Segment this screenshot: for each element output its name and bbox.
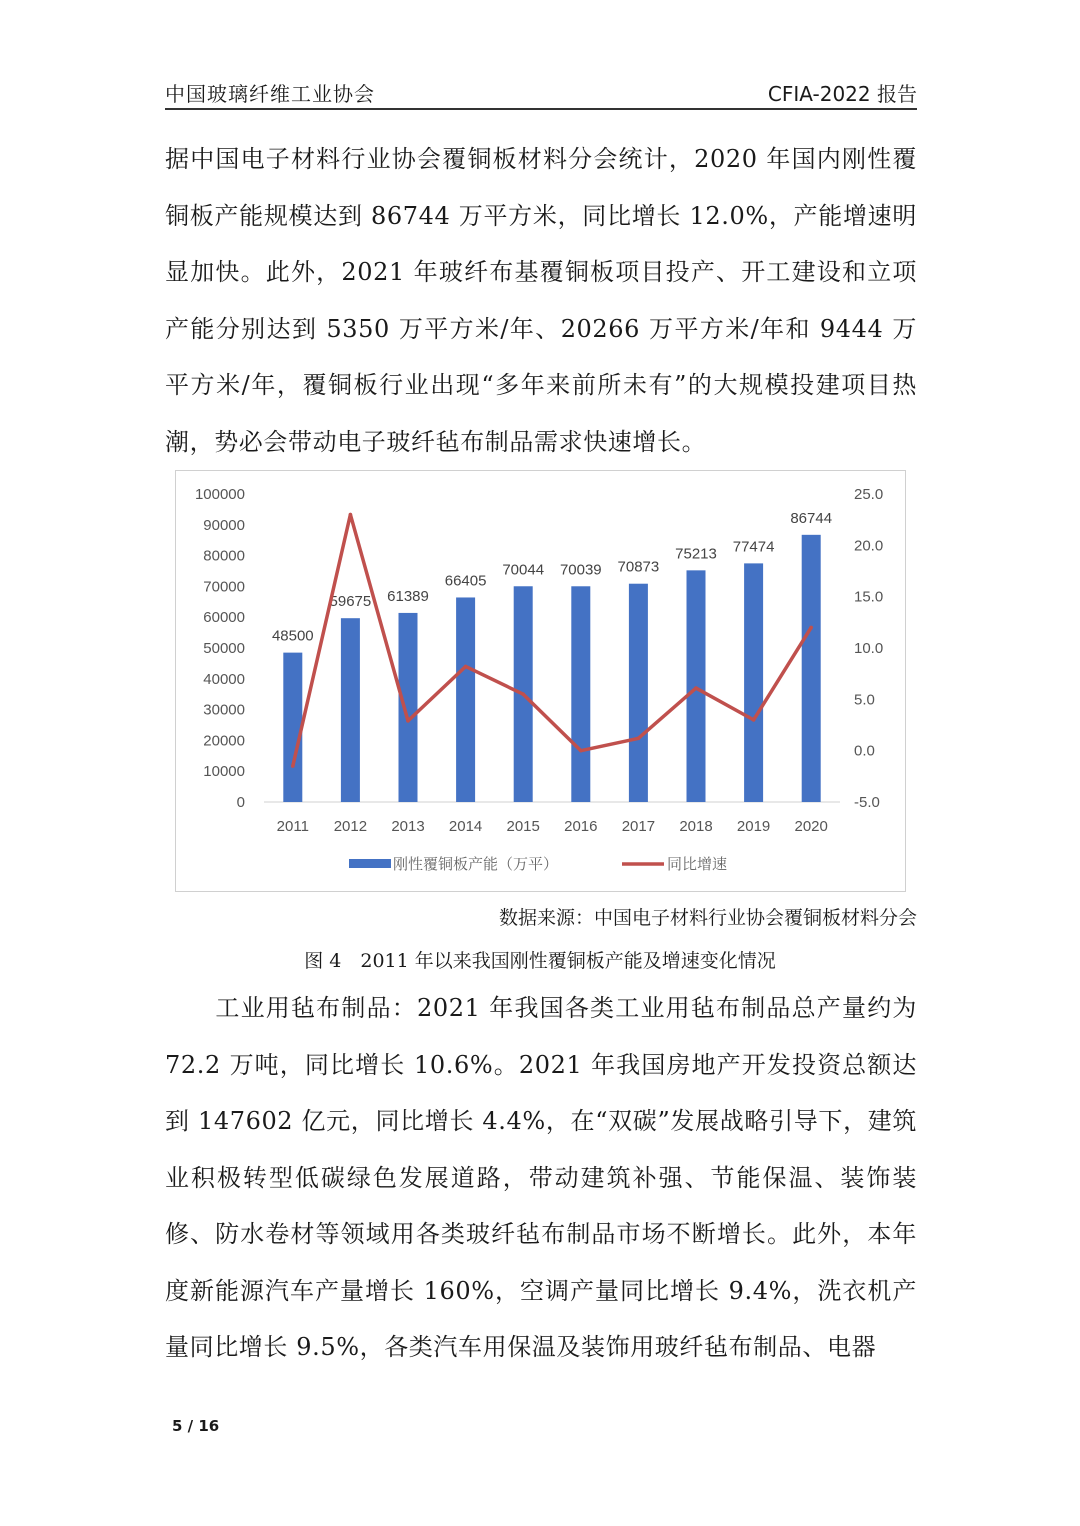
bar xyxy=(687,570,706,802)
growth-rate-point xyxy=(349,513,353,517)
y-left-tick-label: 60000 xyxy=(203,609,245,627)
chart xyxy=(175,470,906,892)
growth-rate-point xyxy=(291,764,295,768)
page-number: 5 / 16 xyxy=(172,1417,220,1435)
header-report: CFIA-2022 报告 xyxy=(767,82,917,106)
legend-label-line: 同比增速 xyxy=(667,855,728,873)
x-tick-label: 2020 xyxy=(794,818,828,835)
growth-rate-point xyxy=(637,737,641,741)
growth-rate-point xyxy=(809,626,813,630)
paragraph-2: 工业用毡布制品：2021 年我国各类工业用毡布制品总产量约为 72.2 万吨，同比增长 10.6%。2021 年我国房地产开发投资总额达到 147602 亿元，同比增长 4.4%，在“双碳”发展战略引导下，建筑业积极转型低碳绿色发展道路，带动建筑补强、节能保温、装饰装修、防水卷材等领域用各类玻纤毡布制品市场不断增长。此外，本年度新能源汽车产量增长 160%，空调产量同比增长 9.4%，洗衣机产量同比增长 9.5%，各类汽车用保温及装饰用玻纤毡布制品、电器 xyxy=(165,994,917,1361)
page-header xyxy=(165,74,917,110)
bar-data-label: 75213 xyxy=(675,545,717,563)
bar-data-label: 70873 xyxy=(617,558,660,576)
bar-data-label: 86744 xyxy=(790,509,833,527)
bar xyxy=(283,653,302,802)
y-left-tick-label: 0 xyxy=(236,794,245,811)
header-org: 中国玻璃纤维工业协会 xyxy=(165,82,375,106)
bar-data-label: 59675 xyxy=(329,593,372,611)
y-left-tick-label: 30000 xyxy=(203,701,245,719)
x-tick-label: 2018 xyxy=(679,818,713,835)
bar xyxy=(744,563,763,802)
x-tick-label: 2014 xyxy=(448,818,483,835)
legend-label-bars: 刚性覆铜板产能（万平） xyxy=(393,855,559,873)
bar xyxy=(629,584,648,802)
y-left-tick-label: 50000 xyxy=(203,640,245,657)
bar-data-label: 61389 xyxy=(387,587,429,605)
x-tick-label: 2012 xyxy=(333,818,368,835)
growth-rate-point xyxy=(579,749,583,753)
growth-rate-point xyxy=(752,718,756,722)
y-right-tick-label: 5.0 xyxy=(854,691,875,709)
chart-svg xyxy=(176,471,905,891)
bar xyxy=(456,597,475,802)
y-left-tick-label: 70000 xyxy=(203,578,245,596)
y-right-tick-label: 20.0 xyxy=(854,537,884,555)
x-tick-label: 2019 xyxy=(736,818,771,835)
bar xyxy=(399,613,418,802)
figure-caption: 图 4 2011 年以来我国刚性覆铜板产能及增速变化情况 xyxy=(304,950,776,972)
y-left-tick-label: 20000 xyxy=(203,732,245,750)
y-right-tick-label: 10.0 xyxy=(854,640,884,657)
y-left-tick-label: 90000 xyxy=(203,516,245,534)
y-left-tick-label: 80000 xyxy=(203,547,245,565)
legend-swatch-bars xyxy=(349,859,391,868)
growth-rate-point xyxy=(464,665,468,669)
chart-source: 数据来源：中国电子材料行业协会覆铜板材料分会 xyxy=(498,907,917,929)
growth-rate-point xyxy=(521,692,525,696)
bar-data-label: 77474 xyxy=(732,538,775,556)
x-tick-label: 2013 xyxy=(391,818,425,835)
bar-data-label: 48500 xyxy=(271,627,314,645)
y-left-tick-label: 100000 xyxy=(194,486,245,503)
growth-rate-point xyxy=(694,686,698,690)
y-right-tick-label: 25.0 xyxy=(854,486,884,503)
x-tick-label: 2015 xyxy=(506,818,540,835)
growth-rate-point xyxy=(406,719,410,723)
y-left-tick-label: 10000 xyxy=(203,763,245,781)
y-right-tick-label: 0.0 xyxy=(854,742,875,760)
x-tick-label: 2011 xyxy=(276,818,309,835)
paragraph-1: 据中国电子材料行业协会覆铜板材料分会统计，2020 年国内刚性覆铜板产能规模达到 86744 万平方米，同比增长 12.0%，产能增速明显加快。此外，2021 年玻纤布基覆铜板项目投产、开工建设和立项产能分别达到 5350 万平方米/年、20266 万平方米/年和 9444 万平方米/年，覆铜板行业出现“多年来前所未有”的大规模投建项目热潮，势必会带动电子玻纤毡布制品需求快速增长。 xyxy=(165,145,917,456)
bar-data-label: 66405 xyxy=(444,572,487,590)
bar-data-label: 70039 xyxy=(559,561,602,579)
y-right-tick-label: 15.0 xyxy=(854,588,884,606)
bar xyxy=(341,618,360,802)
bar xyxy=(571,586,590,802)
bar xyxy=(802,535,821,802)
y-right-tick-label: -5.0 xyxy=(854,794,880,811)
x-tick-label: 2017 xyxy=(621,818,656,835)
x-tick-label: 2016 xyxy=(564,818,598,835)
bar-data-label: 70044 xyxy=(502,561,545,579)
y-left-tick-label: 40000 xyxy=(203,670,245,688)
